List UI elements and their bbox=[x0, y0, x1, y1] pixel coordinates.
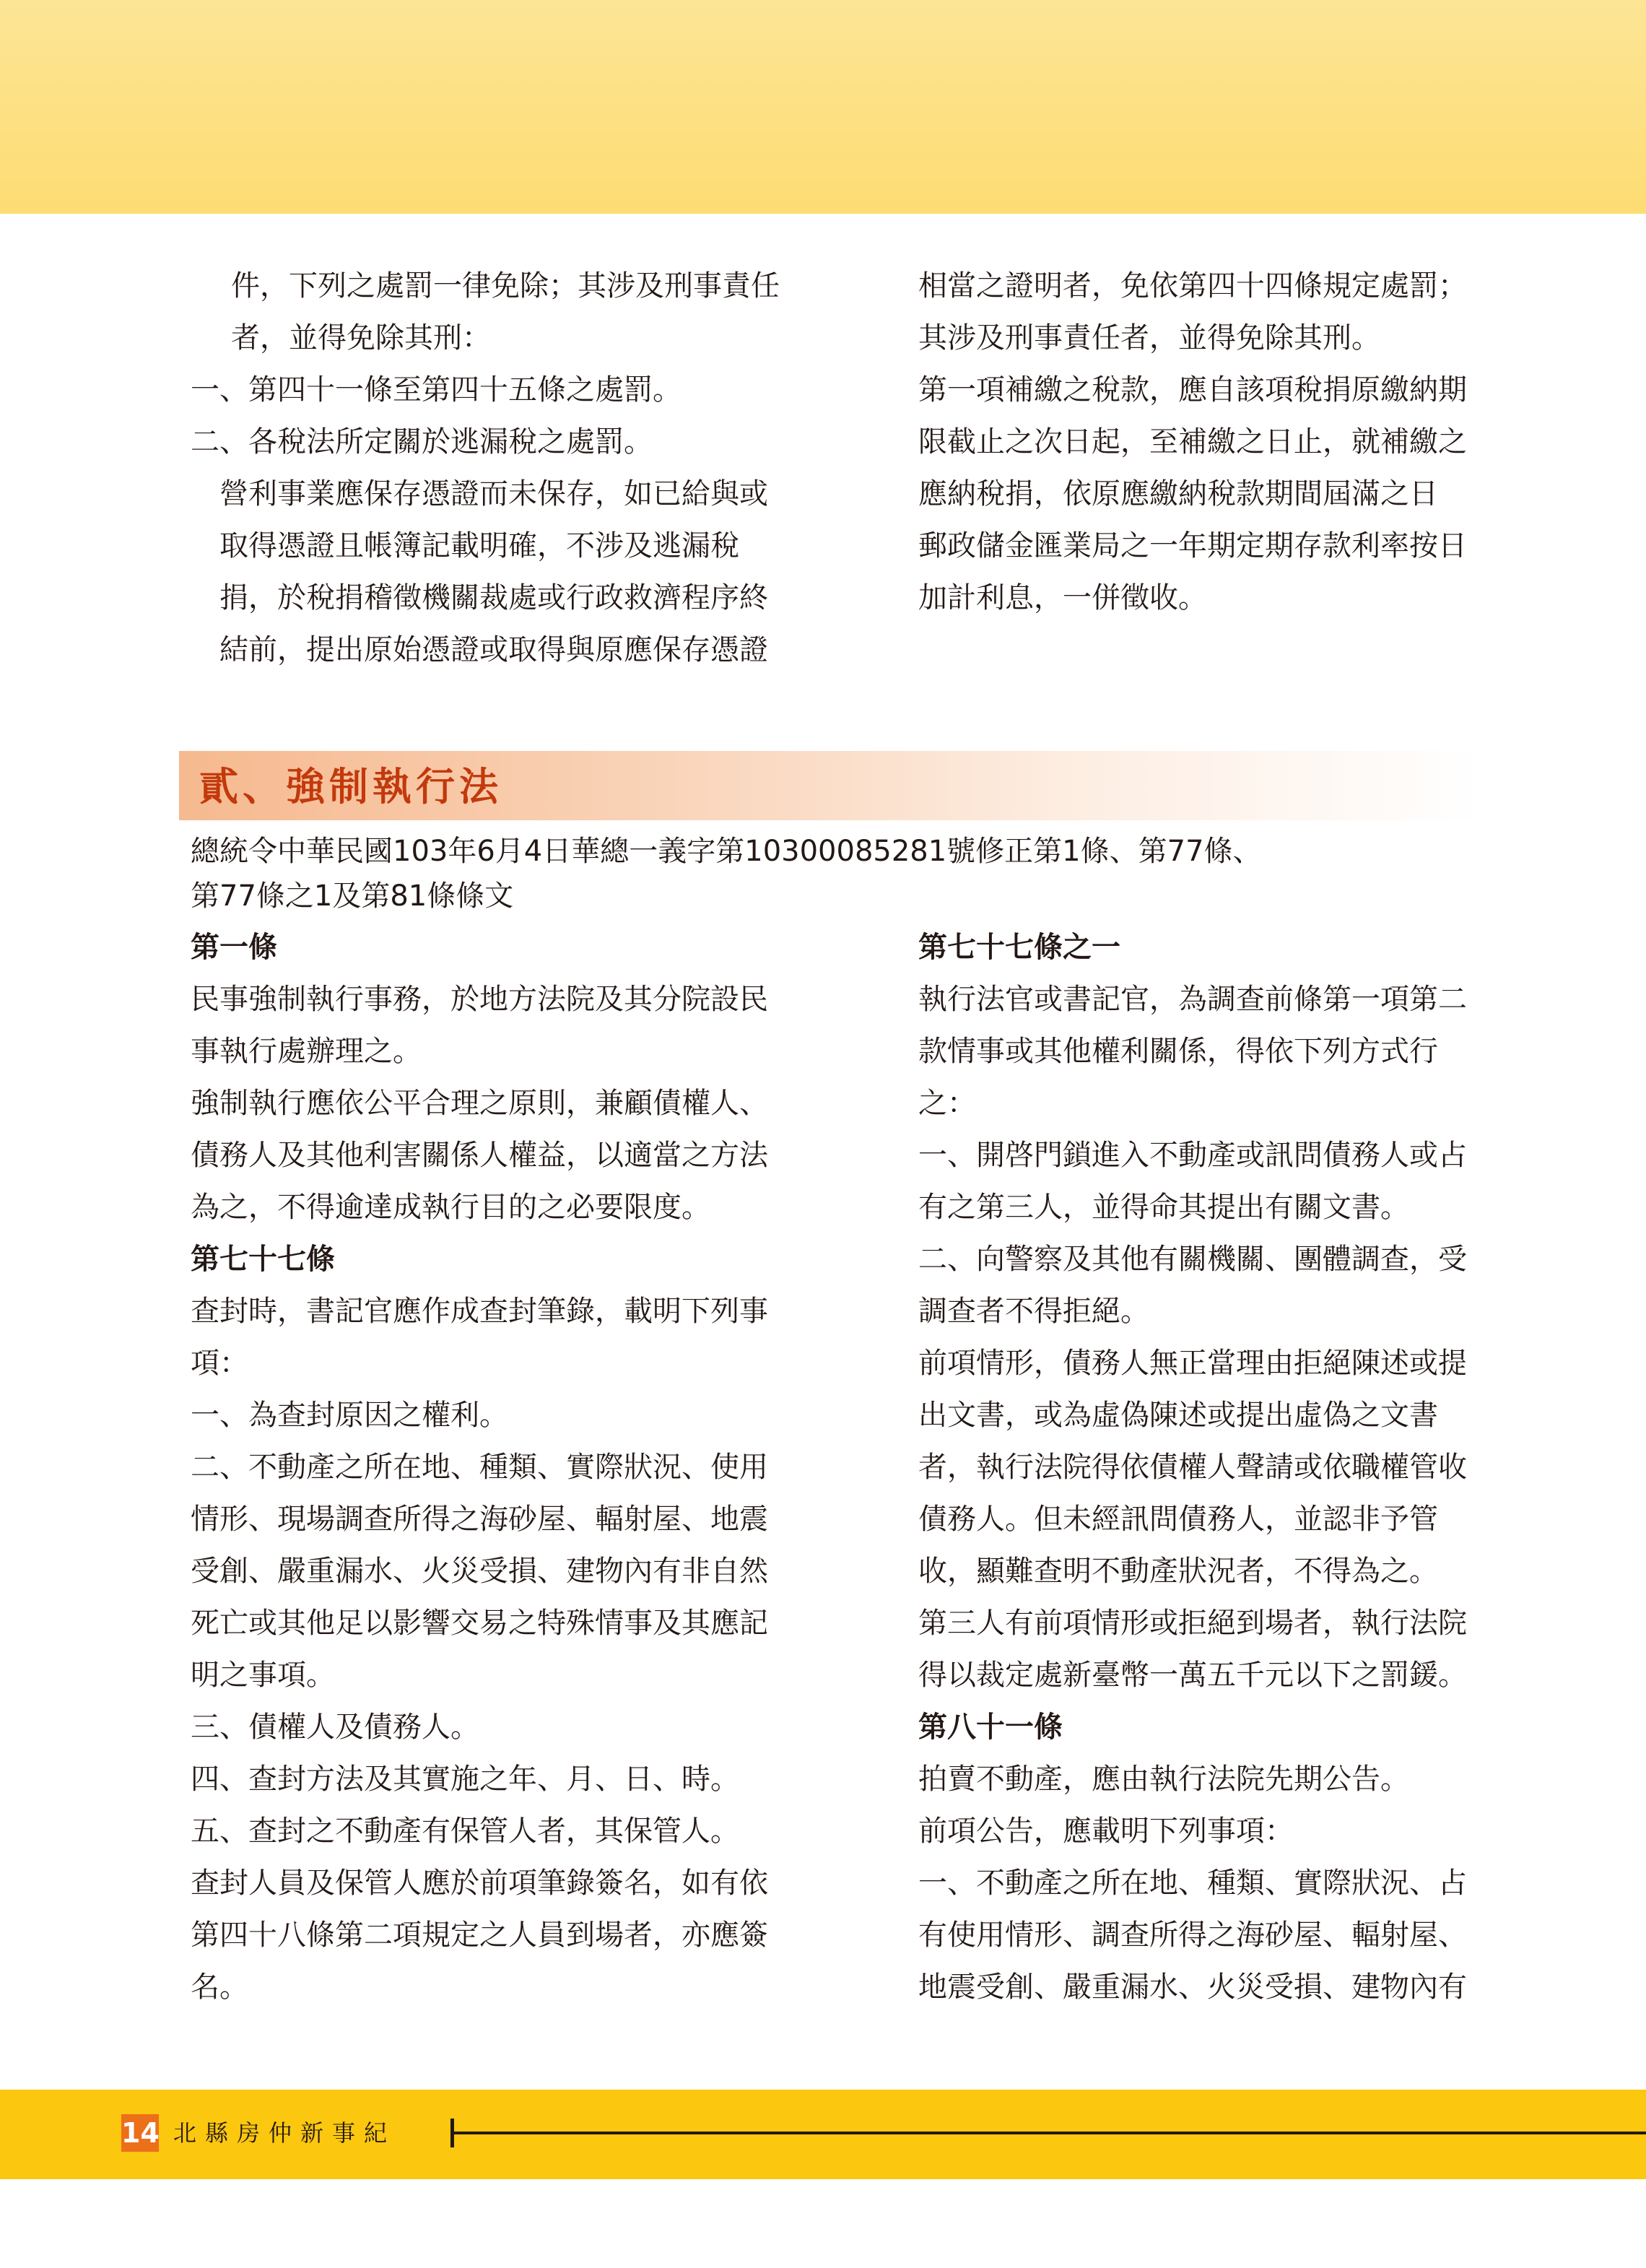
text-line: 限截止之次日起，至補繳之日止，就補繳之 bbox=[918, 425, 1467, 459]
text-line: 一、開啓門鎖進入不動產或訊問債務人或占 bbox=[918, 1139, 1467, 1172]
text-line: 前項公告，應載明下列事項： bbox=[918, 1815, 1294, 1848]
text-line: 債務人。但未經訊問債務人，並認非予管 bbox=[918, 1503, 1438, 1536]
text-line: 五、查封之不動產有保管人者，其保管人。 bbox=[191, 1815, 739, 1848]
text-line: 之： bbox=[918, 1087, 976, 1120]
text-line: 二、不動產之所在地、種類、實際狀況、使用 bbox=[191, 1451, 768, 1484]
text-line: 名。 bbox=[191, 1971, 248, 2004]
text-line: 相當之證明者，免依第四十四條規定處罰； bbox=[918, 269, 1467, 303]
text-line: 查封人員及保管人應於前項筆錄簽名，如有依 bbox=[191, 1867, 768, 1900]
article-heading: 第七十七條 bbox=[191, 1243, 335, 1276]
text-line: 四、查封方法及其實施之年、月、日、時。 bbox=[191, 1763, 739, 1796]
text-line: 者，執行法院得依債權人聲請或依職權管收 bbox=[918, 1451, 1467, 1484]
text-line: 為之，不得逾達成執行目的之必要限度。 bbox=[191, 1191, 710, 1224]
list-item: 一、第四十一條至第四十五條之處罰。 bbox=[191, 373, 682, 407]
list-item: 二、各稅法所定關於逃漏稅之處罰。 bbox=[191, 425, 653, 459]
text-line: 一、不動產之所在地、種類、實際狀況、占 bbox=[918, 1867, 1467, 1900]
text-line: 有之第三人，並得命其提出有關文書。 bbox=[918, 1191, 1409, 1224]
article-right-column bbox=[918, 921, 1467, 2013]
article-heading: 第一條 bbox=[191, 931, 277, 964]
text-line: 結前，提出原始憑證或取得與原應保存憑證 bbox=[219, 633, 768, 666]
page-number: 14 bbox=[121, 2114, 159, 2152]
text-line: 項： bbox=[191, 1347, 248, 1380]
text-line: 前項情形，債務人無正當理由拒絕陳述或提 bbox=[918, 1347, 1467, 1380]
text-line: 拍賣不動產，應由執行法院先期公告。 bbox=[918, 1763, 1409, 1796]
article-heading: 第八十一條 bbox=[918, 1711, 1063, 1744]
text-line: 取得憑證且帳簿記載明確，不涉及逃漏稅 bbox=[219, 529, 739, 562]
text-line: 者，並得免除其刑： bbox=[231, 321, 491, 355]
text-line: 事執行處辦理之。 bbox=[191, 1035, 422, 1068]
article-left-column bbox=[191, 921, 768, 2013]
text-line: 債務人及其他利害關係人權益，以適當之方法 bbox=[191, 1139, 768, 1172]
text-line: 加計利息，一併徵收。 bbox=[918, 581, 1207, 614]
top-right-column bbox=[918, 260, 1467, 624]
article-heading: 第七十七條之一 bbox=[918, 931, 1120, 964]
text-line: 二、向警察及其他有關機關、團體調查，受 bbox=[918, 1243, 1467, 1276]
text-line: 執行法官或書記官，為調查前條第一項第二 bbox=[918, 983, 1467, 1016]
text-line: 應納稅捐，依原應繳納稅款期間屆滿之日 bbox=[918, 477, 1438, 510]
top-left-column bbox=[191, 260, 780, 676]
text-line: 第四十八條第二項規定之人員到場者，亦應簽 bbox=[191, 1919, 768, 1952]
text-line: 地震受創、嚴重漏水、火災受損、建物內有 bbox=[918, 1971, 1467, 2004]
text-line: 郵政儲金匯業局之一年期定期存款利率按日 bbox=[918, 529, 1467, 562]
text-line: 件，下列之處罰一律免除；其涉及刑事責任 bbox=[231, 269, 780, 303]
text-line: 得以裁定處新臺幣一萬五千元以下之罰鍰。 bbox=[918, 1659, 1467, 1692]
text-line: 強制執行應依公平合理之原則，兼顧債權人、 bbox=[191, 1087, 768, 1120]
text-line: 一、為查封原因之權利。 bbox=[191, 1399, 508, 1432]
text-line: 第三人有前項情形或拒絕到場者，執行法院 bbox=[918, 1607, 1467, 1640]
text-line: 營利事業應保存憑證而未保存，如已給與或 bbox=[219, 477, 768, 510]
footer-rule bbox=[450, 2132, 1646, 2134]
text-line: 受創、嚴重漏水、火災受損、建物內有非自然 bbox=[191, 1555, 768, 1588]
text-line: 出文書，或為虛偽陳述或提出虛偽之文書 bbox=[918, 1399, 1438, 1432]
text-line: 捐，於稅捐稽徵機關裁處或行政救濟程序終 bbox=[219, 581, 768, 614]
text-line: 情形、現場調查所得之海砂屋、輻射屋、地震 bbox=[191, 1503, 768, 1536]
text-line: 其涉及刑事責任者，並得免除其刑。 bbox=[918, 321, 1380, 355]
text-line: 收，顯難查明不動產狀況者，不得為之。 bbox=[918, 1555, 1438, 1588]
section-intro bbox=[191, 829, 1262, 918]
text-line: 民事強制執行事務，於地方法院及其分院設民 bbox=[191, 983, 768, 1016]
text-line: 第一項補繳之稅款，應自該項稅捐原繳納期 bbox=[918, 373, 1467, 407]
magazine-title: 北縣房仲新事紀 bbox=[173, 2119, 396, 2147]
text-line: 調查者不得拒絕。 bbox=[918, 1295, 1149, 1328]
intro-line: 總統令中華民國103年6月4日華總一義字第10300085281號修正第1條、第77條、 bbox=[191, 835, 1262, 868]
section-title: 貳、強制執行法 bbox=[199, 764, 502, 809]
text-line: 三、債權人及債務人。 bbox=[191, 1711, 479, 1744]
header-band bbox=[0, 0, 1646, 214]
text-line: 款情事或其他權利關係，得依下列方式行 bbox=[918, 1035, 1438, 1068]
text-line: 有使用情形、調查所得之海砂屋、輻射屋、 bbox=[918, 1919, 1467, 1952]
text-line: 查封時，書記官應作成查封筆錄，載明下列事 bbox=[191, 1295, 768, 1328]
text-line: 明之事項。 bbox=[191, 1659, 335, 1692]
text-line: 死亡或其他足以影響交易之特殊情事及其應記 bbox=[191, 1607, 768, 1640]
intro-line: 第77條之1及第81條條文 bbox=[191, 879, 514, 913]
